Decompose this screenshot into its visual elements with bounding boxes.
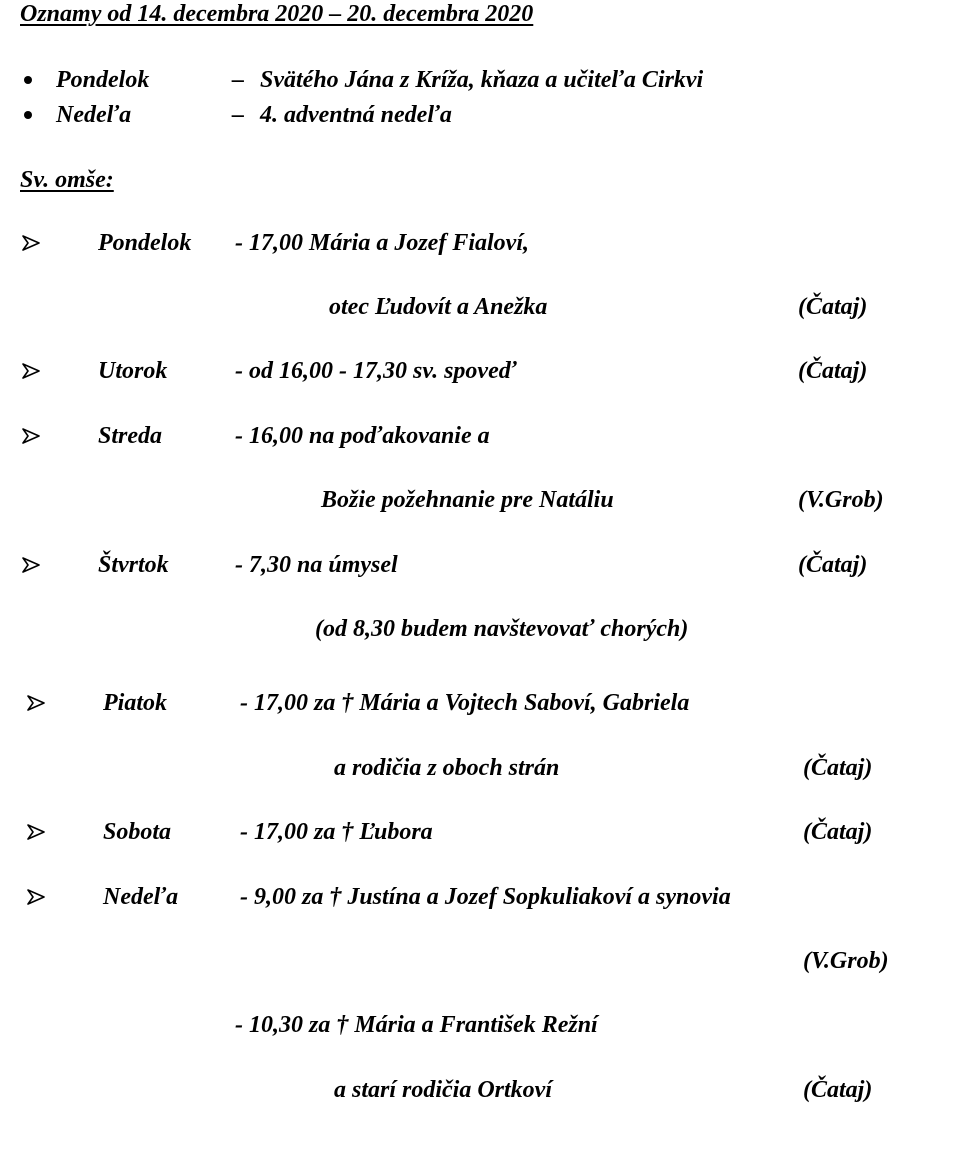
mass-intention: - 9,00 za † Justína a Jozef Sopkuliakoví a synovia xyxy=(240,884,731,910)
mass-intention: a rodičia z oboch strán xyxy=(334,755,560,781)
feast-day: Pondelok xyxy=(56,67,150,93)
feast-text: Svätého Jána z Kríža, kňaza a učiteľa Cirkvi xyxy=(260,67,704,93)
mass-intention: - 16,00 na poďakovanie a xyxy=(235,423,490,449)
bullet-icon xyxy=(24,111,32,119)
mass-intention: a starí rodičia Ortkoví xyxy=(334,1077,553,1103)
mass-place: (Čataj) xyxy=(803,755,873,781)
arrow-bullet-icon xyxy=(22,235,40,251)
arrow-bullet-icon xyxy=(27,824,45,840)
mass-intention: - 17,00 Mária a Jozef Fialoví, xyxy=(235,230,529,256)
mass-intention: Božie požehnanie pre Natáliu xyxy=(321,487,614,513)
mass-intention: otec Ľudovít a Anežka xyxy=(329,294,548,320)
mass-day: Utorok xyxy=(98,358,168,384)
bullet-icon xyxy=(24,76,32,84)
arrow-bullet-icon xyxy=(27,889,45,905)
arrow-bullet-icon xyxy=(22,428,40,444)
feast-dash: – xyxy=(232,67,244,93)
mass-intention: - 10,30 za † Mária a František Režní xyxy=(235,1012,598,1038)
mass-day: Piatok xyxy=(103,690,167,716)
feast-dash: – xyxy=(232,102,244,128)
arrow-bullet-icon xyxy=(27,695,45,711)
mass-day: Pondelok xyxy=(98,230,192,256)
mass-intention: - 17,00 za † Mária a Vojtech Saboví, Gabriela xyxy=(240,690,690,716)
mass-intention: - 7,30 na úmysel xyxy=(235,552,398,578)
masses-heading: Sv. omše: xyxy=(20,167,114,193)
mass-intention: - od 16,00 - 17,30 sv. spoveď xyxy=(235,358,517,384)
mass-place: (V.Grob) xyxy=(798,487,884,513)
feast-day: Nedeľa xyxy=(56,102,132,128)
arrow-bullet-icon xyxy=(22,557,40,573)
mass-place: (Čataj) xyxy=(803,1077,873,1103)
arrow-bullet-icon xyxy=(22,363,40,379)
mass-day: Štvrtok xyxy=(98,552,169,578)
mass-place: (Čataj) xyxy=(798,294,868,320)
page-title: Oznamy od 14. decembra 2020 – 20. decembra 2020 xyxy=(20,1,534,27)
mass-place: (Čataj) xyxy=(798,358,868,384)
mass-day: Streda xyxy=(98,423,163,449)
mass-place: (Čataj) xyxy=(798,552,868,578)
mass-day: Sobota xyxy=(103,819,172,845)
mass-day: Nedeľa xyxy=(103,884,179,910)
mass-place: (Čataj) xyxy=(803,819,873,845)
mass-intention: - 17,00 za † Ľubora xyxy=(240,819,433,845)
mass-place: (V.Grob) xyxy=(803,948,889,974)
mass-note: (od 8,30 budem navštevovať chorých) xyxy=(315,616,689,642)
feast-text: 4. adventná nedeľa xyxy=(260,102,452,128)
